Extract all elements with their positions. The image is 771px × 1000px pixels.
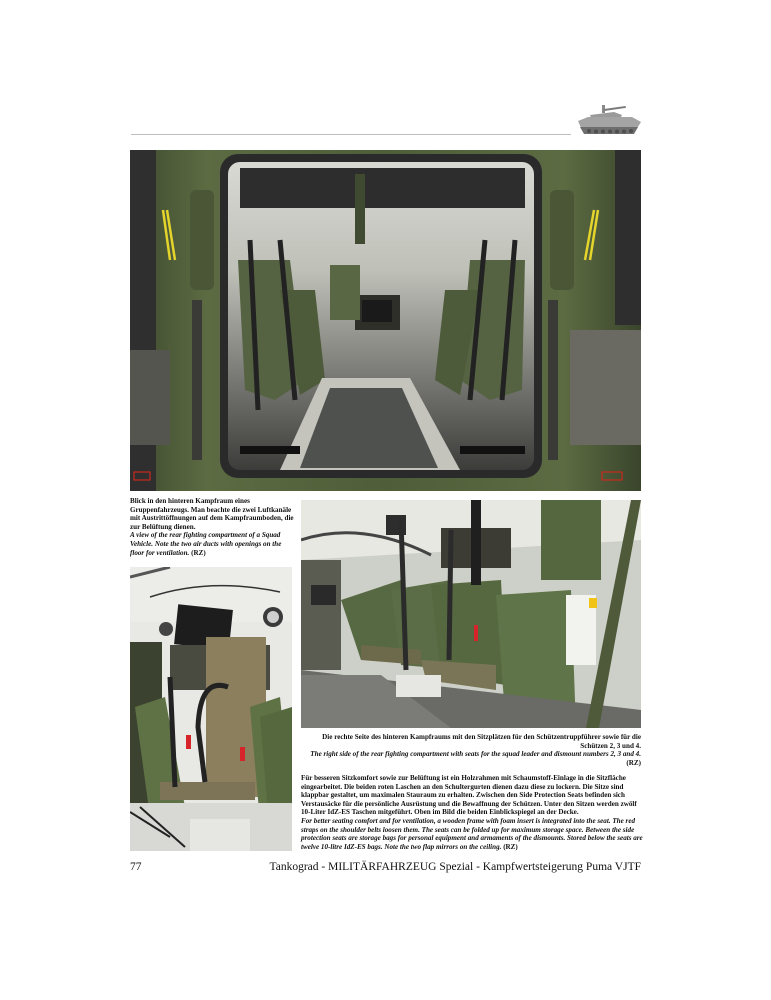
- caption-main-credit: (RZ): [191, 548, 206, 557]
- caption-main-de: Blick in den hinteren Kampfraum eines Gruppenfahrzeugs. Man beachte die zwei Luftkanäle mit Austrittöffnungen auf dem Kampfraumboden, die zur Belüftung dienen.: [130, 497, 294, 531]
- caption-right-en: The right side of the rear fighting compartment with seats for the squad leader and dismount numbers 2, 3 and 4.: [310, 750, 641, 759]
- caption-right-photo: [301, 733, 641, 767]
- caption-right-credit: (RZ): [626, 758, 641, 767]
- caption-seat-description: [301, 774, 643, 851]
- photo-right-side-seats: [301, 500, 641, 728]
- photo-seat-detail: [130, 567, 292, 851]
- page-number: 77: [130, 861, 142, 873]
- running-title: Tankograd - MILITÄRFAHRZEUG Spezial - Kampfwertsteigerung Puma VJTF: [269, 861, 641, 873]
- header-rule: [131, 134, 571, 135]
- caption-body-en: For better seating comfort and for ventilation, a wooden frame with foam insert is integrated into the seat. The red straps on the shoulder belts loosen them. The seats can be folded up for maximum storage space. Between the side protection seats are storage bags for personal equipment and armaments of the dismounts. Stored below the seats are twelve 10-litre IdZ-ES bags. Note the two flap mirrors on the ceiling.: [301, 816, 643, 851]
- tank-silhouette-icon: [574, 103, 644, 139]
- caption-right-de: Die rechte Seite des hinteren Kampfraums mit den Sitzplätzen für den Schützentruppführer sowie für die Schützen 2, 3 und 4.: [322, 733, 641, 750]
- caption-main-en: A view of the rear fighting compartment of a Squad Vehicle. Note the two air ducts with openings on the floor for ventilation.: [130, 531, 282, 557]
- caption-body-de: Für besseren Sitzkomfort sowie zur Belüftung ist ein Holzrahmen mit Schaumstoff-Einlage in die Sitzfläche eingearbeitet. Die beiden roten Laschen an den Schultergurten dienen dazu diese zu lockern. Die Sitze sind klappbar gestaltet, um maximalen Stauraum zu erhalten. Zwischen den Side Protection Seats befinden sich Verstausäcke für die persönliche Ausrüstung und die Bewaffnung der Schützen. Unter den Sitzen werden zwölf 10-Liter IdZ-ES Taschen mitgeführt. Oben im Bild die beiden Einblickspiegel an der Decke.: [301, 774, 637, 817]
- caption-main-photo: [130, 497, 295, 557]
- caption-body-credit: (RZ): [503, 842, 518, 851]
- photo-rear-compartment: [130, 150, 641, 491]
